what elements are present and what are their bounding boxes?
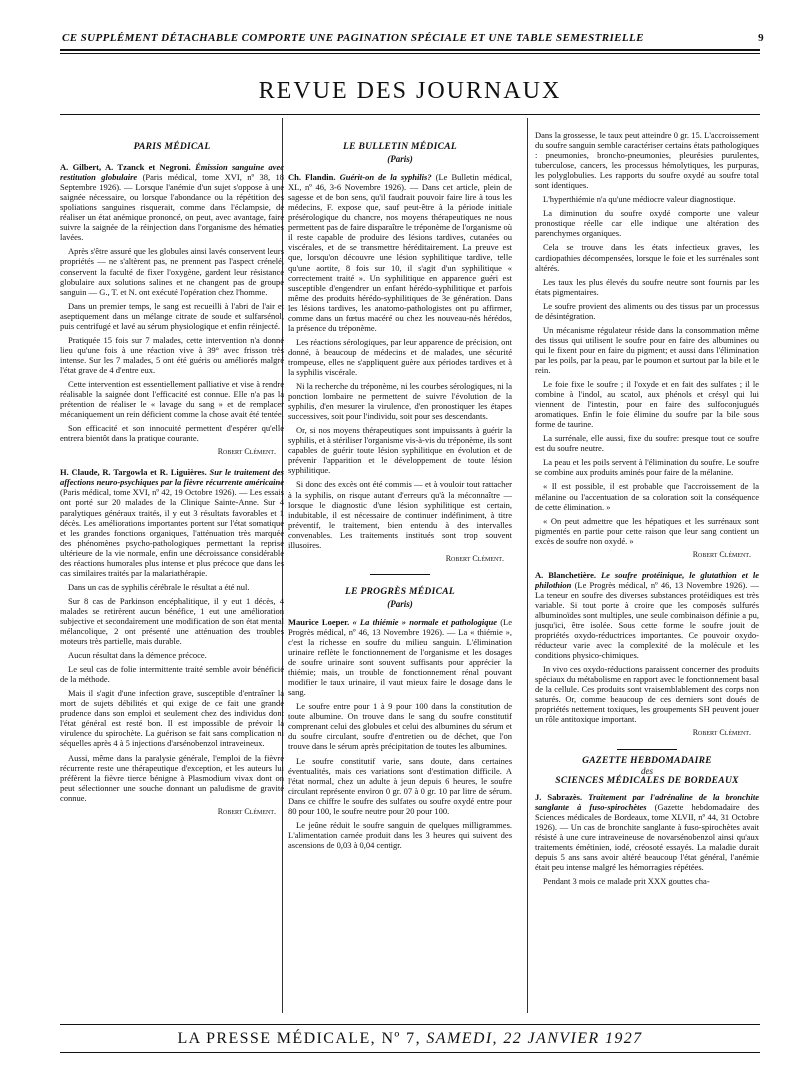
paragraph: Mais il s'agit d'une infection grave, susceptible d'entraîner la mort de sujets débilités et qui exige de ce fait une grande prudence dans son emploi et seulement chez des individus dont l'état général est resté bon. Il est impossible de prévoir la virulence du spirochète. La guérison se fait sans complication ni séquelles après 4 à 5 injections d'arsénobenzol intraveineux. (60, 688, 284, 749)
article-text: (Le Progrès médical, nº 46, 13 Novembre 1926). — La « thiémie », c'est la richesse en soufre du milieu sanguin. L'élimination urinaire reflète le fonctionnement de l'organisme et les dosages de soufre urinaire sont souvent suffisants pour apprécier la thiémie; mais, un trouble de fonctionnement rénal pouvant modifier le taux urinaire, il vaut mieux faire le dosage dans le sang. (288, 616, 512, 698)
article-title: Traitement par l'adrénaline de la bronchite sanglante à fuso-spirochètes (535, 791, 759, 812)
footer-journal: LA PRESSE MÉDICALE, (177, 1030, 377, 1047)
article-abstract (60, 162, 284, 242)
article-authors: J. Sabrazès. (535, 791, 583, 802)
article-text: (Gazette hebdomadaire des Sciences médicales de Bordeaux, tome XLVII, nº 44, 31 Octobre 1926). — Un cas de bronchite sanglante à fuso-spirochètes avait résisté à une cure intraveineuse de novarsénobenzol ainsi qu'aux traitements émétinien, iodé, créosoté essayés. La maladie durait depuis 5 ans sans avoir altéré beaucoup l'état général, l'anémie était peu intense malgré les hémorragies répétées. (535, 801, 759, 872)
article-title: « La thiémie » normale et pathologique (352, 616, 497, 627)
journal-heading: LE BULLETIN MÉDICAL (343, 142, 457, 152)
paragraph: La surrénale, elle aussi, fixe du soufre: presque tout ce soufre est du soufre neutre. (535, 433, 759, 454)
article-title: Le soufre protéinique, le glutathion et le philothion (535, 569, 759, 590)
column-3 (535, 130, 759, 1010)
footer-rule (60, 1024, 760, 1025)
footer (60, 1030, 760, 1048)
paragraph: Cette intervention est essentiellement palliative et vise à rendre réalisable la saignée dont l'efficacité est connue. Elle n'a pas la prétention de réaliser le « lavage du sang » et de remplacer mécaniquement un rein déficient comme la chose avait été tentée. (60, 378, 284, 420)
article-text: (Le Bulletin médical, XL, nº 46, 3-6 Novembre 1926). — Dans cet article, plein de sagesse et de bon sens, qu'il faudrait pouvoir faire lire à tous les médecins, F. expose que, sauf peut-être à la période initiale présérologique du chancre, nos moyens thérapeutiques ne nous permettent pas de faire disparaître le tréponème de l'organisme où il reste capable de produire des lésions tardives, cutanées ou viscérales, et de se transmettre héréditairement. La preuve est que, lorsqu'on découvre une lésion syphilitique tardive, telle qu'une aortite, 8 fois sur 10, il s'agit d'un syphilitique « correctement traité ». Un syphilitique en apparence guéri est susceptible d'engendrer un enfant hérédo-syphilitique et parfois même des produits hérédo-syphilitiques de 3e génération. Dans les lésions tardives, les anatomo-pathologistes ont pu affirmer, comme dans un fœtus macéré ou chez les nouveau-nés hérédos, la présence du tréponème. (288, 172, 512, 333)
section-separator (370, 574, 430, 575)
paragraph: Pratiquée 15 fois sur 7 malades, cette intervention n'a donné lieu qu'une fois à une réaction vive à 39° avec frisson très intense. Sur les 7 malades, 5 ont été guéris ou améliorés malgré l'état grave de 4 d'entre eux. (60, 334, 284, 375)
paragraph: Si donc des excès ont été commis — et à vouloir tout rattacher à la syphilis, on risque autant d'erreurs qu'à la méconnaître — lorsque le diagnostic d'une lésion syphilitique est certain, indubitable, il est nécessaire de continuer indéfiniment, à titre préventif, le traitement, bien entendu à des intervalles convenables. Les traitements institués sont trop souvent illusoires. (288, 479, 512, 550)
footer-rule-bottom (60, 1052, 760, 1053)
journal-heading: GAZETTE HEBDOMADAIRE (582, 755, 712, 766)
paragraph: Les réactions sérologiques, par leur apparence de précision, ont donné, à beaucoup de médecins et de malades, une sécurité trompeuse, elles ne s'appliquent guère aux périodes tardives et à la syphilis viscérale. (288, 336, 512, 377)
journal-city: (Paris) (387, 154, 413, 165)
article-text: (Paris médical, tome XVI, nº 38, 18 Septembre 1926). — Lorsque l'anémie d'un sujet s'oppose à une saignée nécessaire, ou lorsque l'abondance ou la répétition des spoliations sanguines risquerait, comme dans l'éclampsie, de réaliser un état anémique prononcé, on peut, avec avantage, faire suivre la saignée de la réinjection dans l'organisme des hématies lavées. (60, 172, 284, 243)
signature: Robert Clément. (445, 553, 504, 563)
paragraph: Le jeûne réduit le soufre sanguin de quelques milligrammes. L'alimentation carnée produit dans les 3 heures qui suivent des ascensions de 0,03 à 0,04 centigr. (288, 819, 512, 850)
page-number: 9 (758, 32, 764, 44)
paragraph: La peau et les poils servent à l'élimination du soufre. Le soufre se combine aux produits aminés pour faire de la mélanine. (535, 457, 759, 478)
paragraph: Les taux les plus élevés du soufre neutre sont fournis par les états pigmentaires. (535, 276, 759, 297)
paragraph: In vivo ces oxydo-réductions paraissent concerner des produits spéciaux du métabolisme en rapport avec le fonctionnement basal de la cellule. Ces produits sont vraisemblablement des corps non saturés. Or, comme beaucoup de ces derniers sont doués de propriétés nettement toxiques, les groupements SH peuvent jouer un rôle antitoxique important. (535, 664, 759, 725)
article-abstract (288, 617, 512, 697)
article-title: Guérit-on de la syphilis? (339, 172, 432, 183)
article-title: Émission sanguine avec restitution globulaire (60, 162, 284, 183)
journal-city: (Paris) (387, 598, 413, 609)
paragraph: Le soufre constitutif varie, sans doute, dans certaines éventualités, mais ces variations sont d'estimation difficile. A l'état normal, chez un adulte à jeun depuis 6 heures, le soufre circulant représente environ 0 gr. 07 à 0 gr. 10 par litre de sérum. Dans ce chiffre le soufre des sulfates ou soufre oxydé entre pour 80 pour 100, le soufre neutre pour 20 pour 100. (288, 755, 512, 816)
top-rule-thin (60, 53, 760, 54)
paragraph: La diminution du soufre oxydé comporte une valeur pronostique réelle car elle indique une altération des parenchymes organiques. (535, 208, 759, 239)
running-head (62, 32, 764, 44)
signature: Robert Clément. (217, 447, 276, 457)
section-separator (617, 749, 677, 750)
signature: Robert Clément. (217, 806, 276, 816)
paragraph: L'hyperthiémie n'a qu'une médiocre valeur diagnostique. (543, 194, 736, 205)
article-text: (Le Progrès médical, nº 46, 13 Novembre 1926). — La teneur en soufre des diverses substances protéidiques est très variable. Si tout porte à croire que les composés sulfurés albuminoïdes sont multiples, une seule combinaison définie a pu, jusqu'ici, être isolée. Sous cette forme le soufre jouit de propriétés oxydo-réductrices importantes. Ce pouvoir oxydo-réducteur varie avec la complexité de la molécule et les conditions physico-chimiques. (535, 579, 759, 661)
signature: Robert Clément. (692, 728, 751, 738)
article-abstract (535, 792, 759, 872)
journal-heading: LE PROGRÈS MÉDICAL (345, 586, 455, 597)
article-abstract (535, 570, 759, 660)
column-2 (288, 130, 512, 1010)
footer-date: SAMEDI, 22 JANVIER 1927 (426, 1030, 643, 1047)
article-authors: Maurice Loeper. (288, 616, 350, 627)
column-divider-2 (527, 118, 528, 1013)
footer-issue-number: Nº 7, (381, 1030, 421, 1047)
paragraph: Sur 8 cas de Parkinson encéphalitique, il y eut 1 décès, 4 malades se retirèrent aucun bénéfice, 1 eut une amélioration subjective et secondairement une modification de son état mental mélancolique, 2 ont présenté une atténuation des troubles moteurs très partielle, mais durable. (60, 595, 284, 647)
journal-heading: SCIENCES MÉDICALES DE BORDEAUX (555, 775, 739, 786)
paragraph: Son efficacité et son innocuité permettent d'espérer qu'elle entrera bientôt dans la pratique courante. (60, 423, 284, 444)
top-rule (60, 49, 760, 51)
article-abstract (60, 467, 284, 578)
paragraph: Cela se trouve dans les états infectieux graves, les cardiopathies décompensées, lorsque le foie et les surrénales sont altérés. (535, 242, 759, 273)
paragraph: « On peut admettre que les hépatiques et les surrénaux sont pigmentés en partie pour cette raison que leur sang contient un excès de soufre non oxydé. » (535, 515, 759, 546)
paragraph: Ni la recherche du tréponème, ni les courbes sérologiques, ni la ponction lombaire ne permettent de suivre l'évolution de la syphilis, d'en mesurer la virulence, d'en pronostiquer les étapes successives, soit pour l'individu, soit pour ses descendants. (288, 381, 512, 422)
journal-heading: PARIS MÉDICAL (133, 142, 211, 152)
paragraph: Le soufre entre pour 1 à 9 pour 100 dans la constitution de toute albumine. On trouve dans le sang du soufre constitutif comprenant celui des globules et celui des albumines du sérum et du soufre circulant, soufre d'entretien ou de déchet, que l'on trouve dans le sérum après précipitation de toutes les albumines. (288, 701, 512, 752)
article-title: Sur le traitement des affections neuro-psychiques par la fièvre récurrente américaine (60, 467, 284, 488)
article-abstract (288, 172, 512, 333)
paragraph: Un mécanisme régulateur réside dans la consommation même des tissus qui utilisent le soufre pour en faire des albumines ou qui le fixent pour en faire du pigment; et aussi dans l'élimination par les poils, par la peau, par le poumon et surtout par la bile et le rein. (535, 324, 759, 375)
paragraph: « Il est possible, il est probable que l'accroissement de la mélanine ou l'accentuation de sa coloration soit la conséquence de cette élimination. » (535, 481, 759, 512)
journal-heading-connector: des (641, 765, 653, 776)
paragraph: Après s'être assuré que les globules ainsi lavés conservent leurs propriétés — ne s'altèrent pas, ne prennent pas l'aspect crénelé, conservent la faculté de fixer l'oxygène, gardent leur résistance globulaire aux solutions salines et ne changent pas de groupe sanguin — G., T. et N. ont exécuté l'opération chez l'homme. (60, 246, 284, 297)
article-text: (Paris médical, tome XVI, nº 42, 19 Octobre 1926). — Les essais ont porté sur 20 malades de la Clinique Sainte-Anne. Sur 4 paralytiques généraux traités, il y eut 3 résultats favorables et 1 décès. Les améliorations importantes portent sur l'état somatique et les grandes fonctions organiques, l'atténuation très marquée des phénomènes psycho-pathologiques permettant la reprise ultérieure de la vie normale, enfin une décroissance considérable des réactions humorales plus intense et plus précoce que dans les cas similaires traités par la malariathérapie. (60, 487, 284, 578)
paragraph: Le seul cas de folie intermittente traité semble avoir bénéficié de la méthode. (60, 664, 284, 685)
paragraph: Aucun résultat dans la démence précoce. (68, 650, 207, 661)
paragraph: Or, si nos moyens thérapeutiques sont impuissants à guérir la syphilis, et à stériliser l'organisme vis-à-vis du tréponème, ils sont capables de guérir toute lésion syphilitique en évolution et de prévenir l'apparition et le développement de toute lésion syphilitique. (288, 425, 512, 476)
paragraph: Dans un cas de syphilis cérébrale le résultat a été nul. (68, 581, 250, 592)
paragraph: Dans la grossesse, le taux peut atteindre 0 gr. 15. L'accroissement du soufre sanguin semble caractériser certains états pathologiques : pneumonies, broncho-pneumonies, pleurésies purulentes, tuberculose, cancers, les processus hémolytiques, les purpuras, les polyglobulies. Les rapports du soufre oxydé au soufre total sont identiques. (535, 130, 759, 191)
paragraph: Le soufre provient des aliments ou des tissus par un processus de désintégration. (535, 300, 759, 321)
paragraph: Le foie fixe le soufre ; il l'oxyde et en fait des sulfates ; il le combine à l'indol, au scatol, aux phénols et crésyl qui lui viennent de l'intestin, pour en faire des sulfoconjugués aromatiques. Enfin le foie élimine du soufre par la bile sous forme de taurine. (535, 379, 759, 430)
page-title: REVUE DES JOURNAUX (258, 78, 562, 104)
paragraph: Aussi, même dans la paralysie générale, l'emploi de la fièvre récurrente reste une thérapeutique d'exception, et les auteurs lui préfèrent la fièvre tierce bénigne à Plasmodium vivax dont on peut sélectionner une souche donnant un paludisme de gravité connue. (60, 752, 284, 803)
article-authors: A. Blanchetière. (535, 569, 596, 580)
article-authors: H. Claude, R. Targowla et R. Liguières. (60, 467, 207, 478)
paragraph: Pendant 3 mois ce malade prit XXX gouttes cha- (543, 876, 710, 887)
running-head-text: CE SUPPLÉMENT DÉTACHABLE COMPORTE UNE PAGINATION SPÉCIALE ET UNE TABLE SEMESTRIELLE (62, 32, 644, 44)
article-authors: A. Gilbert, A. Tzanck et Negroni. (60, 162, 191, 173)
title-rule (60, 114, 760, 115)
paragraph: Dans un premier temps, le sang est recueilli à l'abri de l'air et aseptiquement dans un mélange citrate de soude et sulfarsénol, puis centrifugé et lavé au sérum physiologique et enfin réinjecté. (60, 300, 284, 331)
column-1 (60, 130, 284, 1010)
article-authors: Ch. Flandin. (288, 172, 336, 183)
signature: Robert Clément. (692, 549, 751, 559)
